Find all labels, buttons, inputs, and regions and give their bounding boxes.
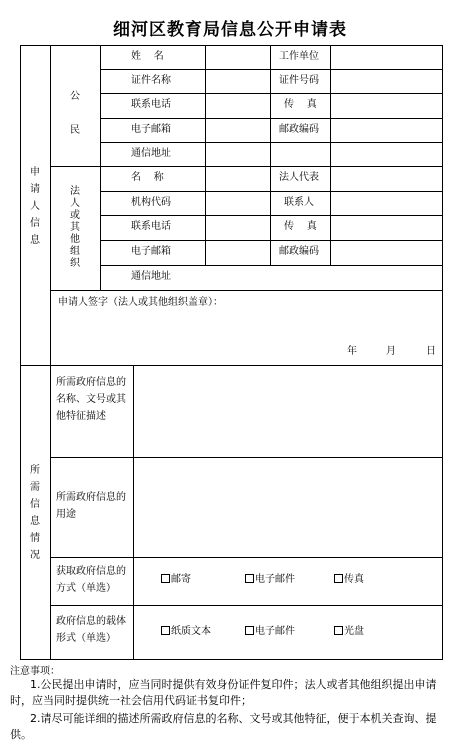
org-code-label: 机构代码 bbox=[131, 197, 171, 208]
citizen-id-name-field[interactable] bbox=[206, 70, 269, 92]
carrier-option-paper[interactable]: 纸质文本 bbox=[161, 626, 211, 638]
org-fax-field[interactable] bbox=[331, 216, 441, 239]
citizen-address-field[interactable] bbox=[206, 143, 441, 165]
org-address-label: 通信地址 bbox=[131, 271, 171, 282]
org-contact-field[interactable] bbox=[331, 192, 441, 214]
checkbox-icon bbox=[245, 574, 254, 583]
checkbox-icon bbox=[161, 626, 170, 635]
citizen-email-label: 电子邮箱 bbox=[131, 124, 171, 135]
org-contact-label: 联系人 bbox=[284, 197, 314, 208]
citizen-fax-field[interactable] bbox=[331, 94, 441, 117]
info-description-field[interactable] bbox=[134, 366, 441, 456]
citizen-phone-field[interactable] bbox=[206, 94, 269, 117]
citizen-postcode-label: 邮政编码 bbox=[279, 124, 319, 135]
org-name-field[interactable] bbox=[206, 167, 269, 190]
checkbox-icon bbox=[245, 626, 254, 635]
citizen-id-name-label: 证件名称 bbox=[131, 75, 171, 86]
citizen-address-label: 通信地址 bbox=[131, 148, 171, 159]
citizen-postcode-field[interactable] bbox=[331, 119, 441, 141]
info-use-label: 所需政府信息的用途 bbox=[56, 492, 126, 520]
signature-year: 年 bbox=[347, 346, 357, 357]
org-legal-rep-label: 法人代表 bbox=[279, 172, 319, 183]
note-item-2: 2.请尽可能详细的描述所需政府信息的名称、文号或其他特征，便于本机关查询、提供。 bbox=[10, 712, 437, 741]
org-address-field[interactable] bbox=[206, 266, 441, 289]
citizen-group-label: 公民 bbox=[70, 91, 80, 136]
method-option-mail[interactable]: 邮寄 bbox=[161, 574, 191, 586]
note-item-1: 1.公民提出申请时，应当同时提供有效身份证件复印件；法人或者其他组织提出申请时，应当同时提供统一社会信用代码证书复印件； bbox=[10, 678, 437, 707]
checkbox-icon bbox=[334, 574, 343, 583]
org-postcode-label: 邮政编码 bbox=[279, 246, 319, 257]
org-fax-label: 传 真 bbox=[284, 221, 317, 232]
method-option-fax[interactable]: 传真 bbox=[334, 574, 364, 586]
carrier-option-email[interactable]: 电子邮件 bbox=[245, 626, 295, 638]
notes-title: 注意事项： bbox=[10, 666, 60, 677]
method-option-email[interactable]: 电子邮件 bbox=[245, 574, 295, 586]
org-postcode-field[interactable] bbox=[331, 241, 441, 264]
citizen-id-number-field[interactable] bbox=[331, 70, 441, 92]
citizen-id-number-label: 证件号码 bbox=[279, 75, 319, 86]
checkbox-icon bbox=[161, 574, 170, 583]
org-name-label: 名 称 bbox=[131, 172, 164, 183]
org-phone-label: 联系电话 bbox=[131, 221, 171, 232]
info-use-field[interactable] bbox=[134, 458, 441, 556]
citizen-name-label: 姓 名 bbox=[131, 51, 164, 62]
signature-area[interactable] bbox=[51, 291, 442, 364]
citizen-name-field[interactable] bbox=[206, 46, 269, 68]
signature-month: 月 bbox=[386, 346, 396, 357]
citizen-email-field[interactable] bbox=[206, 119, 269, 141]
method-label: 获取政府信息的方式（单选） bbox=[56, 566, 126, 594]
org-email-field[interactable] bbox=[206, 241, 269, 264]
citizen-work-unit-label: 工作单位 bbox=[279, 51, 319, 62]
carrier-label: 政府信息的载体形式（单选） bbox=[56, 616, 126, 644]
info-description-label: 所需政府信息的名称、文号或其他特征描述 bbox=[56, 377, 126, 422]
form-title: 细河区教育局信息公开申请表 bbox=[113, 20, 347, 40]
carrier-option-disc[interactable]: 光盘 bbox=[334, 626, 364, 638]
org-email-label: 电子邮箱 bbox=[131, 246, 171, 257]
org-code-field[interactable] bbox=[206, 192, 269, 214]
org-phone-field[interactable] bbox=[206, 216, 269, 239]
citizen-work-unit-field[interactable] bbox=[331, 46, 441, 68]
section-required-label: 所需信息情况 bbox=[30, 465, 40, 561]
signature-day: 日 bbox=[426, 346, 436, 357]
section-applicant-label: 申请人信息 bbox=[30, 167, 40, 246]
org-group-label: 法人或其他组织 bbox=[70, 186, 80, 269]
signature-label: 申请人签字（法人或其他组织盖章）： bbox=[58, 297, 223, 308]
citizen-fax-label: 传 真 bbox=[284, 99, 317, 110]
checkbox-icon bbox=[334, 626, 343, 635]
citizen-phone-label: 联系电话 bbox=[131, 99, 171, 110]
org-legal-rep-field[interactable] bbox=[331, 167, 441, 190]
